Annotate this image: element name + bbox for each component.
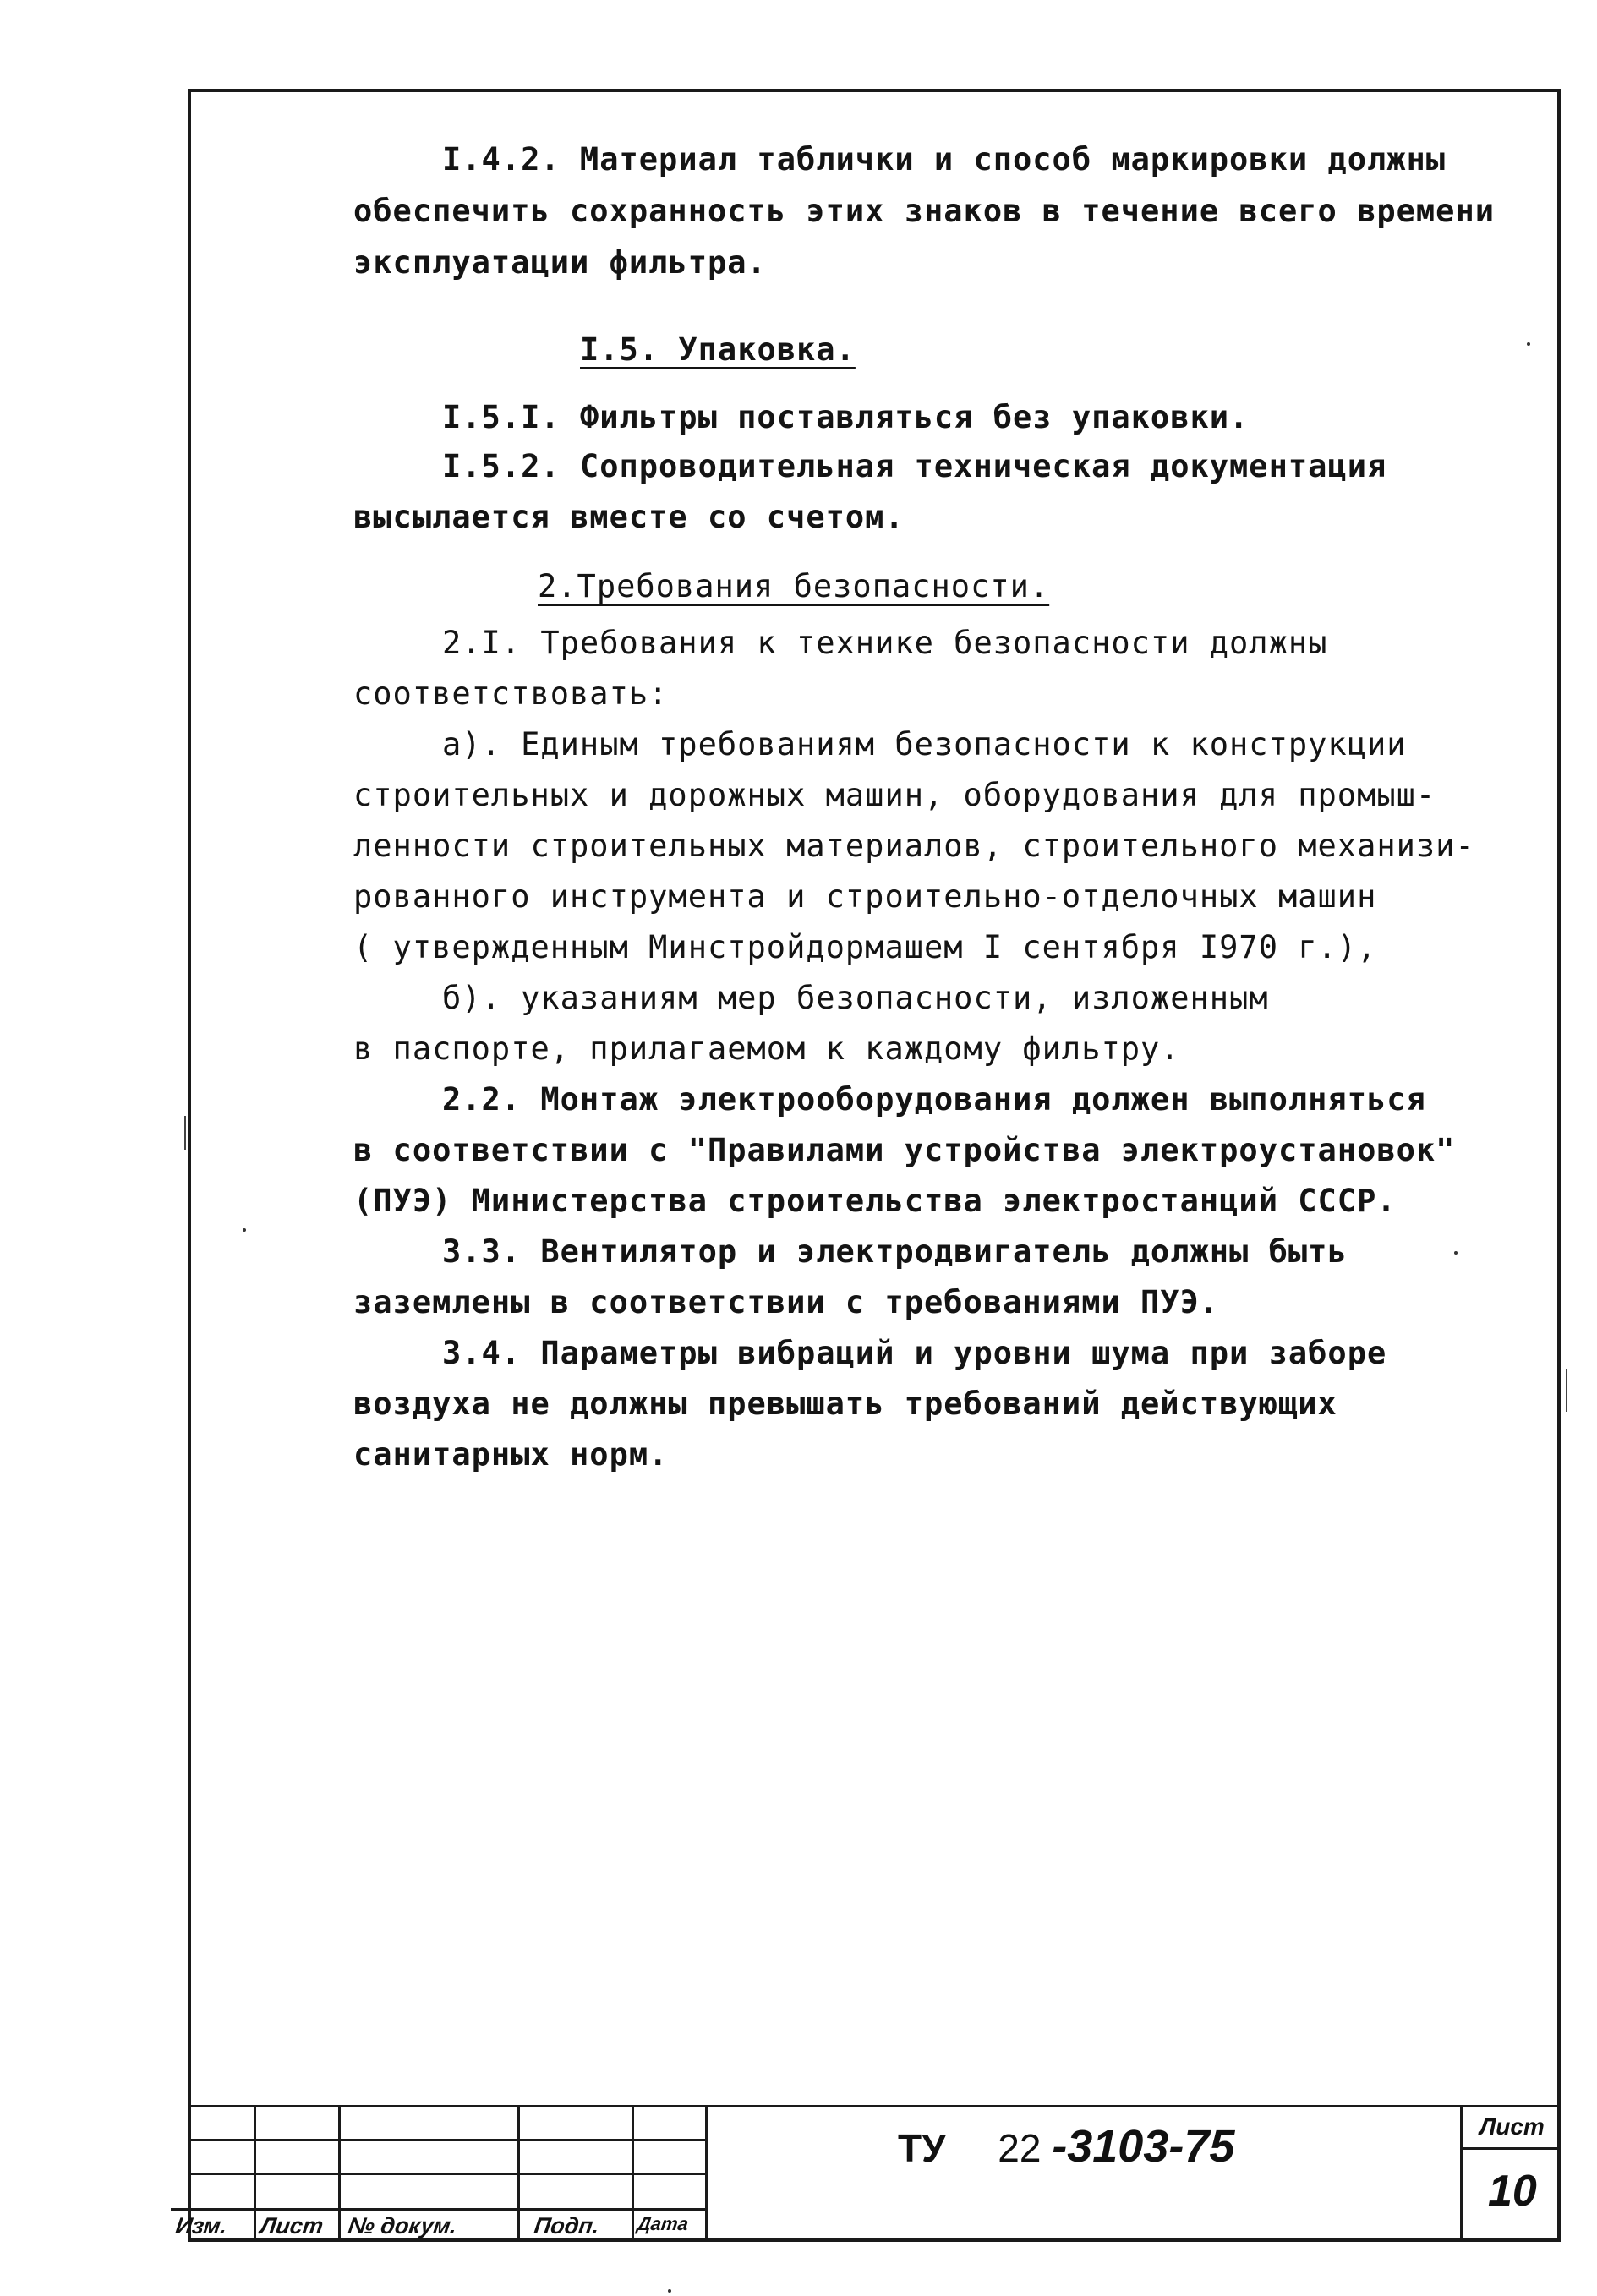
para-2-1-b-line-2: в паспорте, прилагаемом к каждому фильтру.	[353, 1030, 1180, 1067]
label-doc-number: № докум.	[346, 2213, 459, 2239]
title-block-col-rule	[338, 2105, 341, 2242]
title-block-top-rule	[188, 2105, 1561, 2107]
title-block-col-rule	[632, 2105, 634, 2242]
para-3-4-line-3: санитарных норм.	[353, 1436, 669, 1473]
para-2-1-a-line-3: ленности строительных материалов, строительного механизи-	[353, 828, 1475, 864]
scan-speck	[668, 2289, 671, 2293]
para-3-3-line-2: заземлены в соответствии с требованиями ПУЭ.	[353, 1284, 1220, 1320]
para-2-2-line-2: в соответствии с "Правилами устройства электроустановок"	[353, 1132, 1456, 1168]
sheet-cell-rule	[1460, 2105, 1463, 2242]
para-2-1-a-line-5: ( утвержденным Минстройдормашем I сентября I970 г.),	[353, 929, 1377, 965]
title-block-row-rule	[188, 2173, 708, 2175]
label-signature: Подп.	[532, 2213, 601, 2239]
para-2-1-b-line-1: б). указаниям мер безопасности, изложенным	[442, 980, 1269, 1016]
document-number-suffix: -3103-75	[1052, 2121, 1235, 2172]
document-mark: ТУ	[898, 2126, 946, 2170]
para-1-5-2-line-1: I.5.2. Сопроводительная техническая документация	[442, 448, 1387, 484]
heading-1-5: I.5. Упаковка.	[580, 331, 856, 368]
para-2-1-line-2: соответствовать:	[353, 675, 669, 712]
para-2-1-line-1: 2.I. Требования к технике безопасности должны	[442, 625, 1328, 661]
para-1-4-2-line-3: эксплуатации фильтра.	[353, 244, 767, 281]
para-2-1-a-line-4: рованного инструмента и строительно-отделочных машин	[353, 878, 1377, 915]
sheet-number: 10	[1488, 2167, 1537, 2216]
scan-tick	[1566, 1369, 1567, 1412]
para-3-3-line-1: 3.3. Вентилятор и электродвигатель должны быть	[442, 1233, 1348, 1270]
document-code	[898, 2120, 1234, 2173]
title-block	[173, 2105, 1561, 2242]
para-1-4-2-line-1: I.4.2. Материал таблички и способ маркировки должны	[442, 141, 1447, 178]
label-izm: Изм.	[173, 2213, 229, 2239]
para-2-1-a-line-2: строительных и дорожных машин, оборудования для промыш-	[353, 777, 1436, 813]
title-block-col-rule	[705, 2105, 708, 2242]
para-2-2-line-1: 2.2. Монтаж электрооборудования должен выполняться	[442, 1081, 1426, 1118]
title-block-labels-rule	[171, 2208, 708, 2211]
para-1-4-2-line-2: обеспечить сохранность этих знаков в течение всего времени	[353, 193, 1496, 229]
heading-2: 2.Требования безопасности.	[538, 568, 1050, 604]
title-block-row-rule	[188, 2139, 708, 2141]
label-list: Лист	[258, 2213, 325, 2239]
para-3-4-line-1: 3.4. Параметры вибраций и уровни шума при заборе	[442, 1335, 1387, 1371]
scan-speck	[1527, 342, 1530, 346]
scan-speck	[1454, 1251, 1458, 1255]
para-2-2-line-3: (ПУЭ) Министерства строительства электростанций СССР.	[353, 1183, 1397, 1219]
para-3-4-line-2: воздуха не должны превышать требований действующих	[353, 1386, 1337, 1422]
scan-tick	[184, 1116, 186, 1150]
sheet-label: Лист	[1479, 2113, 1545, 2140]
scan-speck	[243, 1228, 246, 1232]
label-date: Дата	[636, 2213, 690, 2234]
sheet-cell-divider	[1463, 2147, 1561, 2150]
title-block-col-rule	[254, 2105, 256, 2242]
document-number-prefix: 22	[998, 2126, 1042, 2170]
para-1-5-1: I.5.I. Фильтры поставляться без упаковки.	[442, 399, 1250, 435]
para-2-1-a-line-1: а). Единым требованиям безопасности к конструкции	[442, 726, 1407, 763]
title-block-col-rule	[517, 2105, 520, 2242]
para-1-5-2-line-2: высылается вместе со счетом.	[353, 499, 905, 535]
